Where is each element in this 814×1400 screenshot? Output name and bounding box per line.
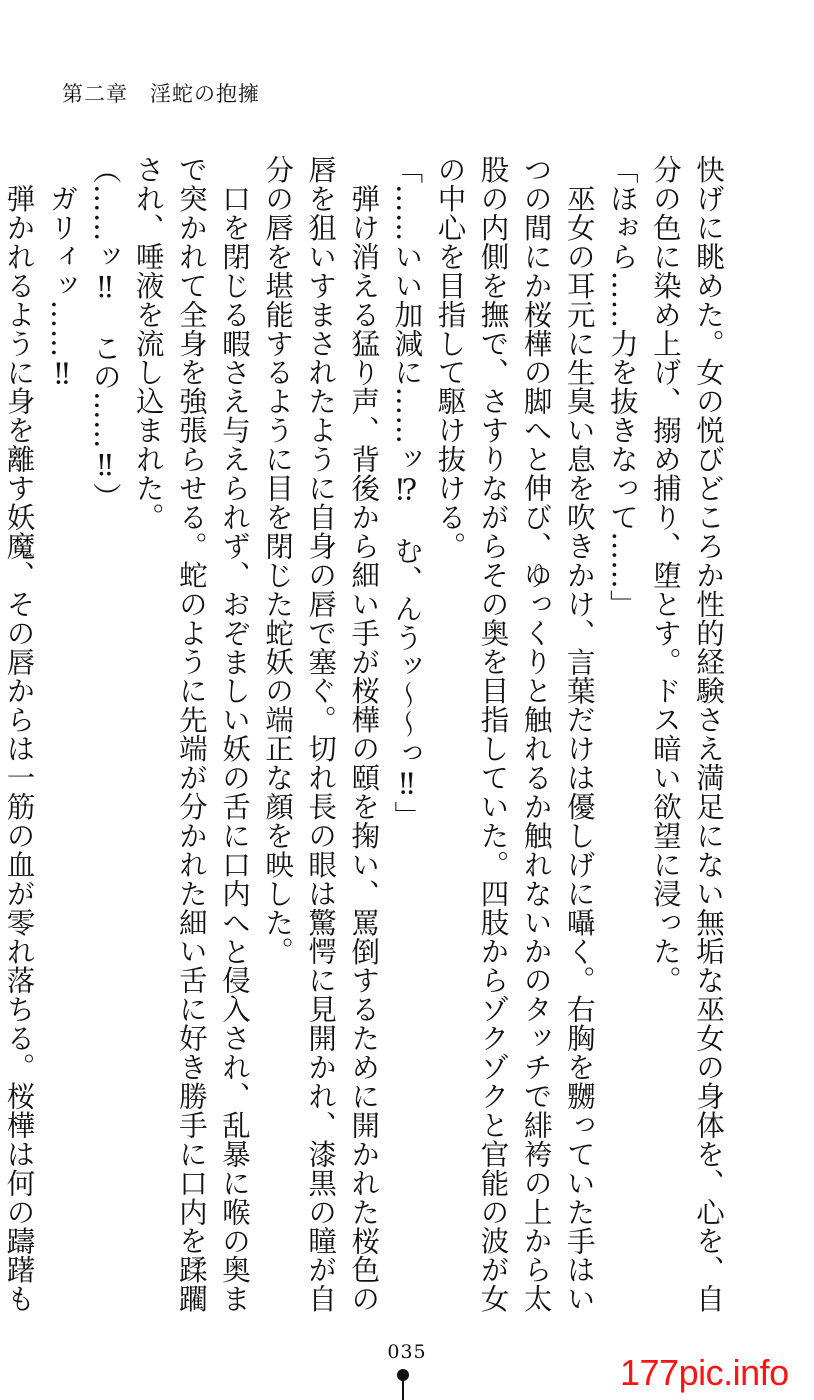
text-line: 弾け消える猛り声、背後から細い手が桜樺の頤を掬い、罵倒するために開かれた桜色の — [347, 183, 381, 1313]
text-line: 「ほぉら……力を抜きなって……」 — [605, 155, 639, 619]
text-line: され、唾液を流し込まれた。 — [131, 155, 165, 532]
text-line: 分の唇を堪能するように目を閉じた蛇妖の端正な顔を映した。 — [261, 155, 295, 966]
text-line: の中心を目指して駆け抜ける。 — [433, 155, 467, 561]
text-line: 巫女の耳元に生臭い息を吹きかけ、言葉だけは優しげに囁く。右胸を嬲っていた手はい — [562, 183, 596, 1313]
text-line: 快げに眺めた。女の悦びどころか性的経験さえ満足にない無垢な巫女の身体を、心を、自 — [692, 155, 725, 1313]
body-text — [2, 155, 730, 1313]
page-marker-icon — [397, 1369, 409, 1400]
text-line: 口を閉じる暇さえ与えられず、おぞましい妖の舌に口内へと侵入され、乱暴に喉の奥ま — [217, 183, 251, 1313]
text-line: で突かれて全身を強張らせる。蛇のように先端が分かれた細い舌に好き勝手に口内を蹂躙 — [174, 155, 208, 1313]
text-line: ガリィッ……‼ — [45, 183, 79, 391]
text-line: つの間にか桜樺の脚へと伸び、ゆっくりと触れるか触れないかのタッチで緋袴の上から太 — [519, 155, 553, 1313]
chapter-header: 第二章 淫蛇の抱擁 — [62, 82, 260, 106]
watermark: 177pic.info — [620, 1352, 789, 1393]
text-line: 唇を狙いすまされたように自身の唇で塞ぐ。切れ長の眼は驚愕に見開かれ、漆黒の瞳が自 — [304, 155, 338, 1313]
text-line: 股の内側を撫で、さすりながらその奥を目指していた。四肢からゾクゾクと官能の波が女 — [476, 155, 510, 1313]
text-line: （……ッ‼ この……‼） — [88, 155, 122, 512]
text-line: 「……いい加減に……ッ⁉ む、んうッ～～っ‼」 — [390, 155, 424, 830]
page-number: 035 — [387, 1341, 427, 1363]
text-line: 弾かれるように身を離す妖魔、その唇からは一筋の血が零れ落ちる。桜樺は何の躊躇も — [2, 183, 36, 1313]
text-line: 分の色に染め上げ、搦め捕り、堕とす。ドス暗い欲望に浸った。 — [648, 155, 682, 995]
